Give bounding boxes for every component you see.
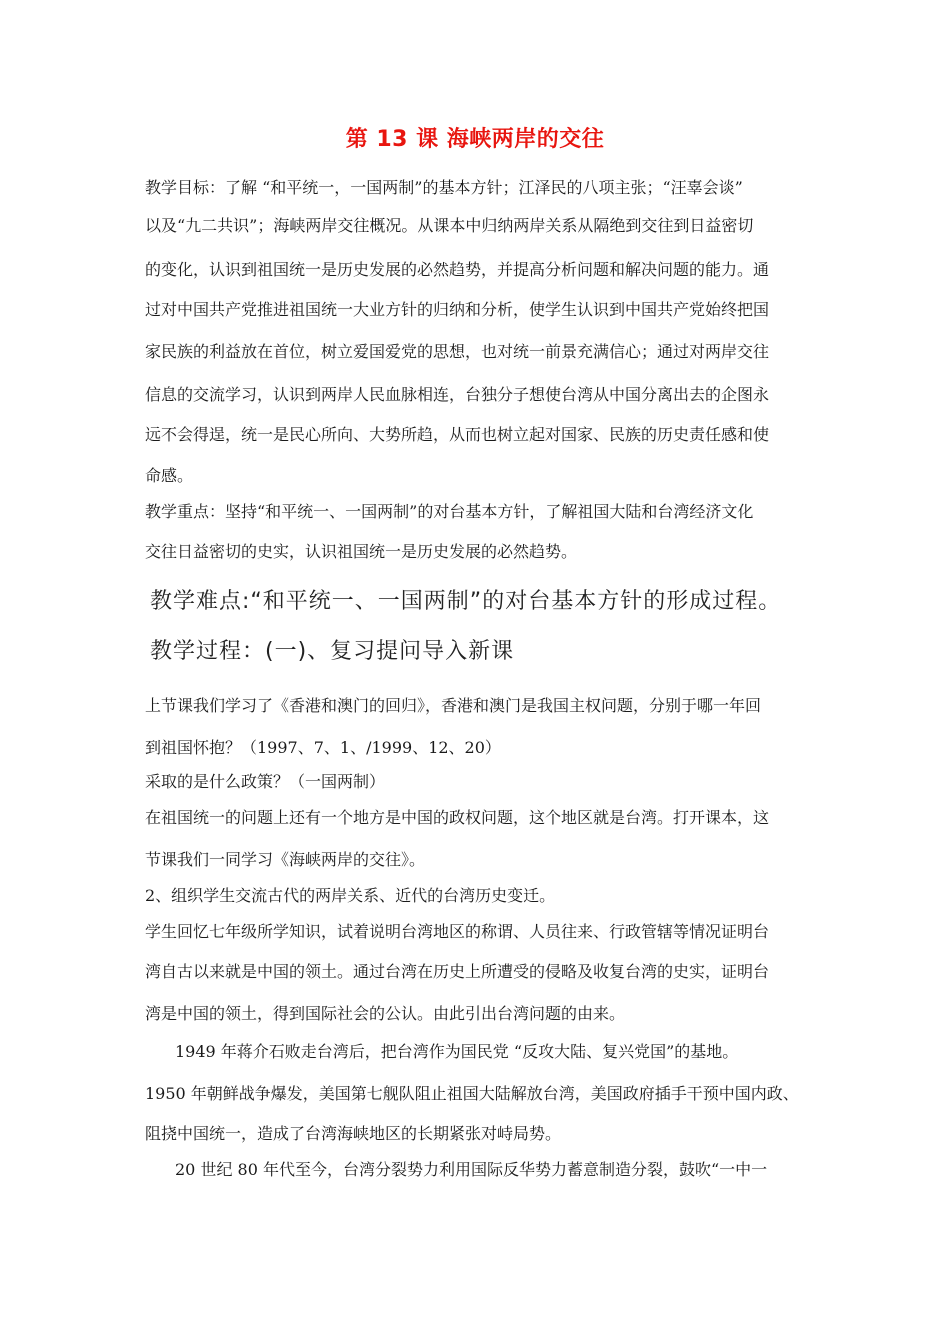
difficulty-heading: 教学难点:“和平统一、一国两制”的对台基本方针的形成过程。 bbox=[150, 589, 782, 614]
objectives-line-8: 命感。 bbox=[145, 466, 194, 485]
objectives-line-3: 的变化，认识到祖国统一是历史发展的必然趋势，并提高分析问题和解决问题的能力。通 bbox=[145, 260, 770, 279]
review-line-9: 湾是中国的领土，得到国际社会的公认。由此引出台湾问题的由来。 bbox=[145, 1004, 626, 1023]
review-line-4: 在祖国统一的问题上还有一个地方是中国的政权问题，这个地区就是台湾。打开课本，这 bbox=[145, 808, 770, 827]
review-line-3: 采取的是什么政策？（一国两制） bbox=[145, 772, 386, 791]
process-heading: 教学过程：(一)、复习提问导入新课 bbox=[150, 639, 515, 664]
objectives-line-6: 信息的交流学习，认识到两岸人民血脉相连，台独分子想使台湾从中国分离出去的企图永 bbox=[145, 385, 770, 404]
history-line-1: 1949 年蒋介石败走台湾后，把台湾作为国民党 “反攻大陆、复兴党国”的基地。 bbox=[175, 1042, 739, 1061]
objectives-line-4: 过对中国共产党推进祖国统一大业方针的归纳和分析，使学生认识到中国共产党始终把国 bbox=[145, 300, 770, 319]
page-title: 第 13 课 海峡两岸的交往 bbox=[345, 127, 605, 152]
history-line-3: 阻挠中国统一，造成了台湾海峡地区的长期紧张对峙局势。 bbox=[145, 1124, 562, 1143]
review-line-5: 节课我们一同学习《海峡两岸的交往》。 bbox=[145, 850, 426, 869]
objectives-line-7: 远不会得逞，统一是民心所向、大势所趋，从而也树立起对国家、民族的历史责任感和使 bbox=[145, 425, 770, 444]
review-line-7: 学生回忆七年级所学知识，试着说明台湾地区的称谓、人员往来、行政管辖等情况证明台 bbox=[145, 922, 770, 941]
objectives-line-1: 教学目标：了解 “和平统一，一国两制”的基本方针；江泽民的八项主张；“汪辜会谈” bbox=[145, 178, 743, 197]
objectives-line-2: 以及“九二共识”；海峡两岸交往概况。从课本中归纳两岸关系从隔绝到交往到日益密切 bbox=[145, 216, 754, 235]
review-line-6: 2、组织学生交流古代的两岸关系、近代的台湾历史变迁。 bbox=[145, 886, 556, 905]
later-line-1: 20 世纪 80 年代至今，台湾分裂势力利用国际反华势力蓄意制造分裂，鼓吹“一中一 bbox=[175, 1160, 768, 1179]
review-line-8: 湾自古以来就是中国的领土。通过台湾在历史上所遭受的侵略及收复台湾的史实，证明台 bbox=[145, 962, 770, 981]
key-points-line-1: 教学重点：坚持“和平统一、一国两制”的对台基本方针，了解祖国大陆和台湾经济文化 bbox=[145, 502, 754, 521]
objectives-line-5: 家民族的利益放在首位，树立爱国爱党的思想，也对统一前景充满信心；通过对两岸交往 bbox=[145, 342, 770, 361]
review-line-1: 上节课我们学习了《香港和澳门的回归》，香港和澳门是我国主权问题，分别于哪一年回 bbox=[145, 696, 762, 715]
history-line-2: 1950 年朝鲜战争爆发，美国第七舰队阻止祖国大陆解放台湾，美国政府插手干预中国内政、 bbox=[145, 1084, 799, 1103]
review-line-2: 到祖国怀抱？（1997、7、1、/1999、12、20） bbox=[145, 738, 501, 757]
key-points-line-2: 交往日益密切的史实，认识祖国统一是历史发展的必然趋势。 bbox=[145, 542, 578, 561]
